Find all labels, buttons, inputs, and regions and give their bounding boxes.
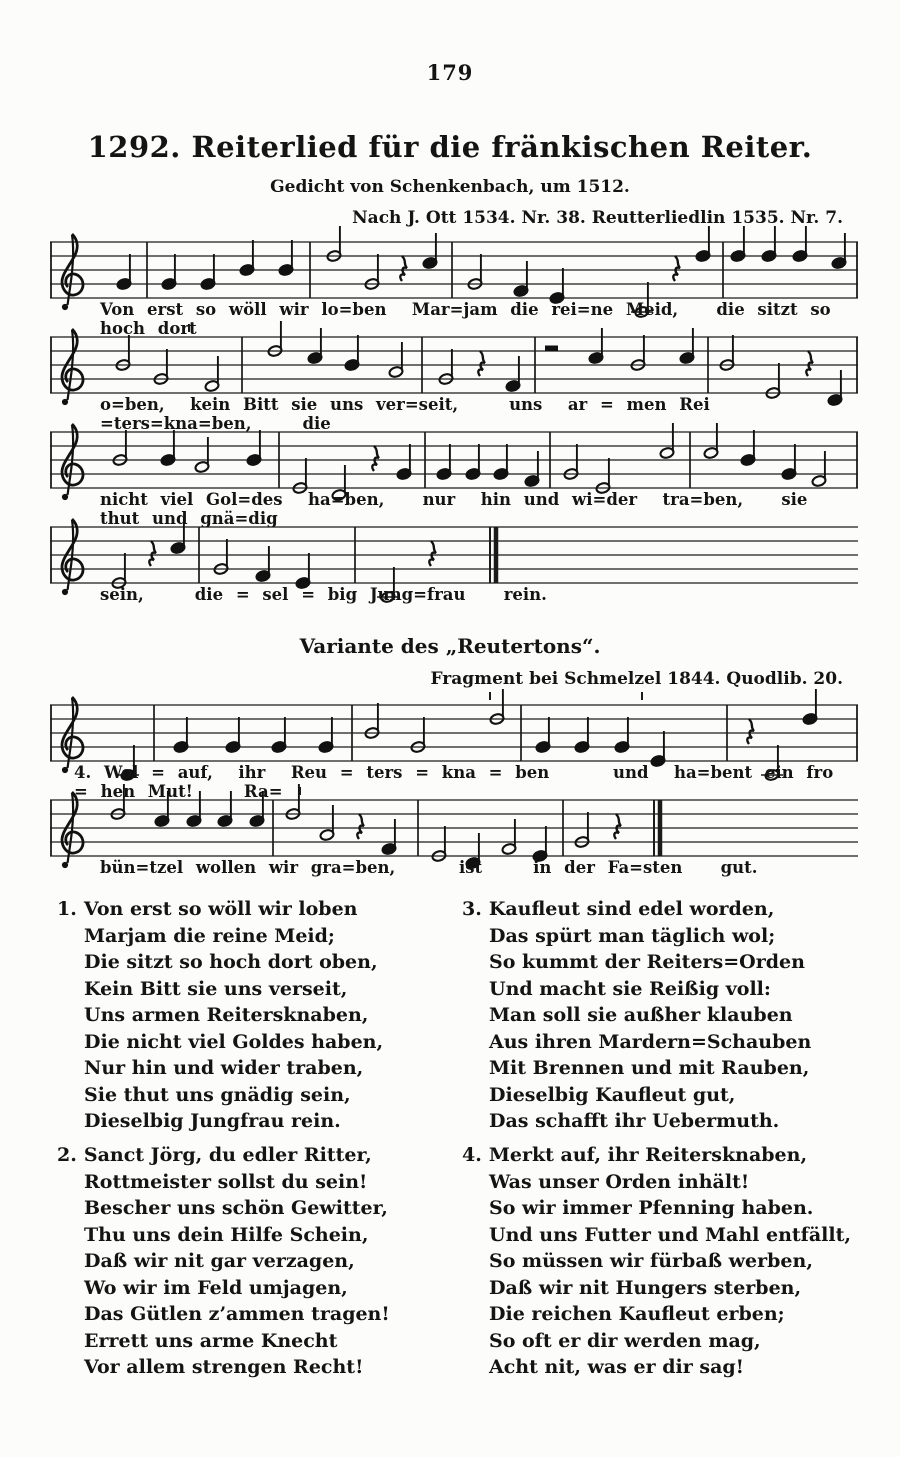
- verse-line: Das spürt man täglich wol;: [489, 924, 776, 947]
- music-system-6: [50, 784, 858, 884]
- verse-line: Mit Brennen und mit Rauben,: [489, 1057, 810, 1079]
- verse-line: Sie thut uns gnädig sein,: [84, 1083, 351, 1106]
- verse-line: Merkt auf, ihr Reitersknaben,: [488, 1144, 808, 1166]
- song-subtitle: Gedicht von Schenkenbach, um 1512.: [270, 177, 630, 197]
- verse-line: So müssen wir fürbaß werben,: [489, 1250, 813, 1272]
- verse-line: Dieselbig Kaufleut gut,: [489, 1083, 736, 1106]
- verse-line: So wir immer Pfenning haben.: [489, 1197, 814, 1219]
- verse-1: [57, 896, 457, 1135]
- verse-line: Und macht sie Reißig voll:: [489, 977, 771, 1000]
- music-system-1: [50, 226, 858, 338]
- verse-line: Das schafft ihr Uebermuth.: [489, 1110, 780, 1132]
- verse-line: Uns armen Reitersknaben,: [84, 1004, 369, 1026]
- variant-attribution: Fragment bei Schmelzel 1844. Quodlib. 20.: [430, 669, 843, 689]
- verse-line: Errett uns arme Knecht: [84, 1329, 338, 1352]
- verse-line: Wo wir im Feld umjagen,: [84, 1276, 348, 1299]
- verse-line: Das Gütlen z’ammen tragen!: [84, 1303, 390, 1325]
- verse-2: [57, 1142, 457, 1381]
- verse-line: Und uns Futter und Mahl entfällt,: [489, 1223, 851, 1246]
- verse-line: Marjam die reine Meid;: [84, 924, 335, 947]
- staff-1-lyrics: Von erst so wöll wir lo=ben Mar=jam die rei=ne Meid, die sitzt so hoch dort: [100, 300, 844, 338]
- verse-2-number: 2.: [57, 1144, 77, 1166]
- staff-6-lyrics: bün=tzel wollen wir gra=ben, ist in der Fa=sten gut.: [100, 858, 758, 877]
- page-number: 179: [426, 60, 474, 85]
- verse-line: Kaufleut sind edel worden,: [488, 898, 775, 920]
- verse-4-number: 4.: [462, 1144, 482, 1166]
- staff-5-lyrics: 4. Wol = auf, ihr Reu = ters = kna = ben und ha=bent ein fro = hen Mut! Ra=: [74, 763, 846, 801]
- verse-line: Vor allem strengen Recht!: [84, 1356, 364, 1378]
- verse-line: Bescher uns schön Gewitter,: [84, 1197, 388, 1219]
- verse-line: So kummt der Reiters=Orden: [489, 951, 805, 973]
- music-system-2: [50, 321, 858, 433]
- music-system-4: [50, 511, 858, 611]
- verse-line: Sanct Jörg, du edler Ritter,: [83, 1144, 372, 1166]
- verse-line: Dieselbig Jungfrau rein.: [84, 1110, 341, 1132]
- song-title: 1292. Reiterlied für die fränkischen Reiter.: [87, 130, 813, 164]
- verse-3-number: 3.: [462, 898, 482, 920]
- variant-heading: Variante des „Reutertons“.: [299, 634, 601, 658]
- staff-3-lyrics: nicht viel Gol=des ha=ben, nur hin und wi=der tra=ben, sie thut und gnä=dig: [100, 490, 833, 528]
- verse-4: [462, 1142, 862, 1381]
- verse-line: Thu uns dein Hilfe Schein,: [84, 1223, 369, 1246]
- verse-line: Nur hin und wider traben,: [84, 1057, 364, 1079]
- staff-2-lyrics: o=ben, kein Bitt sie uns ver=seit, uns ar = men Rei =ters=kna=ben, die: [100, 395, 723, 433]
- music-system-5: [50, 689, 858, 801]
- verse-line: So oft er dir werden mag,: [489, 1329, 761, 1352]
- source-attribution: Nach J. Ott 1534. Nr. 38. Reutterliedlin 1535. Nr. 7.: [352, 208, 843, 228]
- verse-line: Daß wir nit gar verzagen,: [84, 1250, 355, 1272]
- verse-line: Rottmeister sollst du sein!: [84, 1170, 368, 1193]
- verse-line: Die nicht viel Goldes haben,: [84, 1030, 384, 1053]
- verse-line: Kein Bitt sie uns verseit,: [84, 977, 348, 1000]
- verse-line: Daß wir nit Hungers sterben,: [489, 1276, 802, 1299]
- verse-3: [462, 896, 862, 1135]
- staff-4-lyrics: sein, die = sel = big Jung=frau rein.: [100, 585, 547, 604]
- music-system-3: [50, 416, 858, 528]
- verse-1-number: 1.: [57, 898, 77, 920]
- verse-line: Aus ihren Mardern=Schauben: [489, 1030, 812, 1053]
- verse-line: Man soll sie außher klauben: [489, 1004, 793, 1026]
- verse-line: Von erst so wöll wir loben: [83, 898, 358, 920]
- verse-line: Was unser Orden inhält!: [489, 1170, 750, 1193]
- verse-line: Acht nit, was er dir sag!: [489, 1356, 745, 1378]
- verse-line: Die reichen Kaufleut erben;: [489, 1303, 785, 1325]
- verse-line: Die sitzt so hoch dort oben,: [84, 951, 378, 973]
